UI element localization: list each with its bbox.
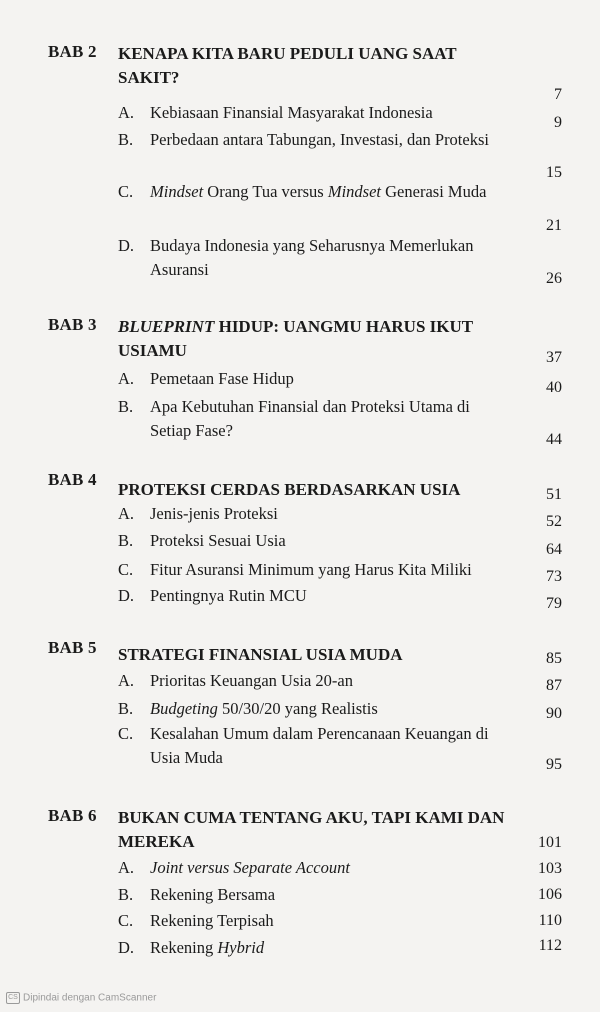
item-page-number: 44 — [546, 431, 562, 448]
chapter-page-number: 7 — [554, 86, 562, 103]
item-text: Jenis-jenis Proteksi — [150, 504, 278, 523]
chapter-label: BAB 5 — [48, 638, 97, 657]
chapter-label: BAB 4 — [48, 470, 97, 489]
item-letter: C. — [118, 724, 134, 743]
item-letter: A. — [118, 504, 135, 523]
item-letter: A. — [118, 858, 135, 877]
toc-item — [118, 367, 493, 391]
toc-item — [118, 697, 493, 721]
item-page-number: 64 — [546, 541, 562, 558]
item-page-number: 90 — [546, 705, 562, 722]
item-letter: C. — [118, 911, 134, 930]
chapter-title: BLUEPRINT HIDUP: UANGMU HARUS IKUT USIAMU — [118, 317, 473, 360]
chapter-page-number: 51 — [546, 486, 562, 503]
item-page-number: 15 — [546, 164, 562, 181]
toc-item — [118, 395, 493, 443]
chapter-title: KENAPA KITA BARU PEDULI UANG SAAT SAKIT? — [118, 44, 457, 87]
item-letter: A. — [118, 671, 135, 690]
item-page-number: 79 — [546, 595, 562, 612]
chapter-page-number: 101 — [538, 834, 562, 851]
item-page-number: 87 — [546, 677, 562, 694]
toc-item — [118, 502, 493, 526]
toc-item — [118, 856, 493, 880]
item-letter: B. — [118, 130, 134, 149]
watermark-text: Dipindai dengan CamScanner — [23, 992, 157, 1004]
chapter-title: STRATEGI FINANSIAL USIA MUDA — [118, 645, 403, 664]
chapter-page-number: 85 — [546, 650, 562, 667]
toc-item — [118, 101, 493, 125]
item-letter: A. — [118, 369, 135, 388]
toc-item — [118, 883, 493, 907]
item-page-number: 26 — [546, 270, 562, 287]
item-text: Rekening Bersama — [150, 885, 276, 904]
item-letter: D. — [118, 586, 135, 605]
item-letter: B. — [118, 699, 134, 718]
chapter-label: BAB 6 — [48, 806, 97, 825]
item-letter: A. — [118, 103, 135, 122]
toc-item — [118, 558, 513, 582]
item-text: Pentingnya Rutin MCU — [150, 586, 307, 605]
item-text: Kesalahan Umum dalam Perencanaan Keuangan di Usia Muda — [150, 724, 489, 767]
item-text: Perbedaan antara Tabungan, Investasi, dan Proteksi — [150, 130, 489, 149]
chapter-label: BAB 3 — [48, 315, 97, 334]
chapter-page-number: 37 — [546, 349, 562, 366]
item-text: Kebiasaan Finansial Masyarakat Indonesia — [150, 103, 433, 122]
chapter-title: PROTEKSI CERDAS BERDASARKAN USIA — [118, 480, 461, 499]
scanner-watermark — [6, 992, 156, 1004]
toc-item — [118, 128, 493, 152]
item-page-number: 40 — [546, 379, 562, 396]
item-letter: C. — [118, 182, 134, 201]
item-page-number: 112 — [538, 937, 562, 954]
item-text: Apa Kebutuhan Finansial dan Proteksi Utama di Setiap Fase? — [150, 397, 470, 440]
item-letter: B. — [118, 397, 134, 416]
item-text: Rekening Hybrid — [150, 938, 265, 957]
item-letter: B. — [118, 531, 134, 550]
toc-item — [118, 584, 493, 608]
item-text: Budgeting 50/30/20 yang Realistis — [150, 699, 378, 718]
item-text: Mindset Orang Tua versus Mindset Generasi Muda — [150, 182, 487, 201]
toc-item — [118, 529, 493, 553]
item-text: Prioritas Keuangan Usia 20-an — [150, 671, 353, 690]
item-letter: C. — [118, 560, 134, 579]
item-text: Budaya Indonesia yang Seharusnya Memerlukan Asuransi — [150, 236, 474, 279]
item-page-number: 95 — [546, 756, 562, 773]
item-text: Rekening Terpisah — [150, 911, 274, 930]
item-page-number: 21 — [546, 217, 562, 234]
chapter-title: BUKAN CUMA TENTANG AKU, TAPI KAMI DAN MEREKA — [118, 808, 505, 851]
item-letter: D. — [118, 236, 135, 255]
toc-item — [118, 669, 493, 693]
item-text: Joint versus Separate Account — [150, 858, 350, 877]
item-text: Pemetaan Fase Hidup — [150, 369, 294, 388]
camscanner-icon: CS — [6, 992, 20, 1004]
item-page-number: 103 — [538, 860, 562, 877]
item-page-number: 106 — [538, 886, 562, 903]
item-page-number: 73 — [546, 568, 562, 585]
item-page-number: 110 — [538, 912, 562, 929]
item-text: Proteksi Sesuai Usia — [150, 531, 286, 550]
item-letter: D. — [118, 938, 135, 957]
chapter-label: BAB 2 — [48, 42, 97, 61]
item-text: Fitur Asuransi Minimum yang Harus Kita Miliki — [150, 560, 472, 579]
toc-item — [118, 722, 493, 770]
item-page-number: 9 — [554, 114, 562, 131]
toc-item — [118, 234, 493, 282]
item-page-number: 52 — [546, 513, 562, 530]
toc-item — [118, 180, 493, 204]
toc-item — [118, 909, 493, 933]
toc-item — [118, 936, 493, 960]
item-letter: B. — [118, 885, 134, 904]
